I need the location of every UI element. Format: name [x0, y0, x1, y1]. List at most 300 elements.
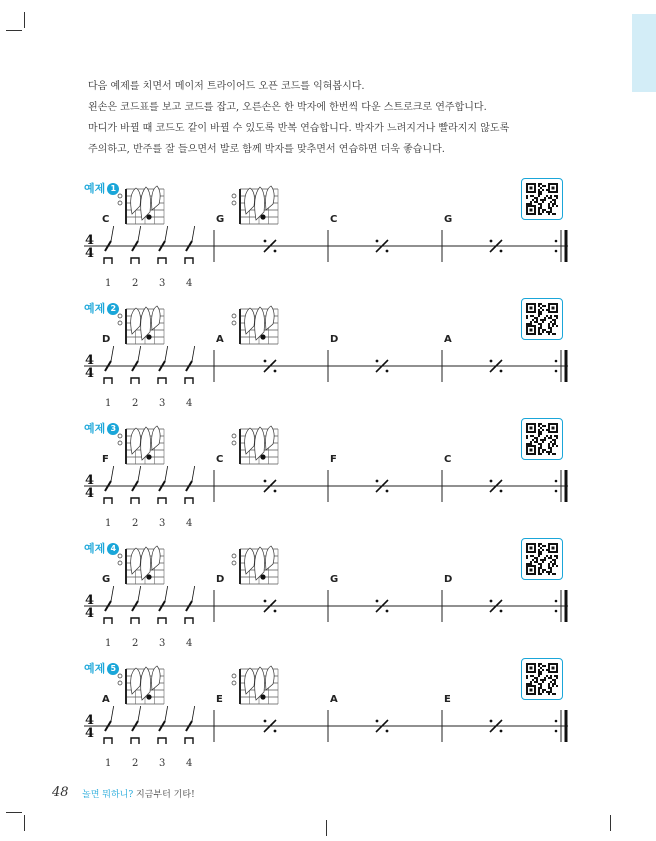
- open-string-marker: [118, 554, 122, 558]
- qr-module: [538, 691, 540, 693]
- qr-module: [542, 571, 544, 573]
- note-stem: [192, 226, 195, 241]
- qr-module: [532, 555, 534, 557]
- qr-module: [548, 571, 550, 573]
- example-block: [84, 300, 574, 410]
- chord-name: E: [444, 694, 451, 705]
- qr-module: [556, 315, 558, 317]
- qr-module: [540, 423, 542, 425]
- qr-module: [536, 557, 538, 559]
- chord-name: C: [330, 214, 338, 225]
- qr-module: [542, 569, 544, 571]
- qr-module: [554, 199, 556, 201]
- downstroke-mark: [104, 258, 112, 264]
- qr-module: [540, 203, 542, 205]
- finger-icon: [266, 666, 275, 690]
- finger-dot: [260, 694, 265, 699]
- qr-module: [538, 207, 540, 209]
- qr-module: [534, 201, 536, 203]
- crop-mark: [326, 820, 327, 836]
- repeat-dot: [555, 370, 558, 373]
- qr-module: [526, 675, 528, 677]
- example-label: 예제: [84, 662, 106, 675]
- qr-module: [542, 545, 544, 547]
- qr-module: [546, 189, 548, 191]
- qr-module: [538, 309, 540, 311]
- beat-number: 4: [186, 638, 193, 649]
- finger-icon: [152, 186, 161, 210]
- note-stem: [138, 586, 141, 601]
- qr-module: [548, 557, 550, 559]
- example-block: [84, 180, 574, 290]
- crop-mark: [6, 30, 22, 31]
- qr-module: [548, 333, 550, 335]
- qr-module: [538, 673, 540, 675]
- finger-icon: [152, 666, 161, 690]
- qr-code-icon: [523, 420, 561, 458]
- downstroke-mark: [104, 618, 112, 624]
- open-string-marker: [118, 194, 122, 198]
- qr-module: [548, 453, 550, 455]
- qr-module: [554, 213, 556, 215]
- qr-module: [550, 689, 552, 691]
- repeat-measure-dot: [490, 720, 493, 723]
- finger-dot: [260, 454, 265, 459]
- qr-module: [540, 693, 542, 695]
- qr-module: [538, 431, 540, 433]
- qr-module: [540, 193, 542, 195]
- qr-module: [530, 681, 532, 683]
- repeat-measure-dot: [376, 240, 379, 243]
- qr-module: [542, 559, 544, 561]
- chord-diagram: [228, 184, 280, 230]
- repeat-measure-dot: [376, 600, 379, 603]
- qr-module: [548, 687, 550, 689]
- qr-module: [552, 693, 554, 695]
- qr-module: [534, 197, 536, 199]
- qr-module: [554, 435, 556, 437]
- downstroke-mark: [131, 378, 139, 384]
- qr-module: [526, 677, 528, 679]
- qr-module: [550, 329, 552, 331]
- qr-module: [538, 687, 540, 689]
- qr-module: [556, 675, 558, 677]
- qr-module: [556, 317, 558, 319]
- qr-module: [540, 443, 542, 445]
- downstroke-mark: [131, 258, 139, 264]
- qr-module: [538, 423, 540, 425]
- qr-module: [546, 435, 548, 437]
- qr-module: [548, 573, 550, 575]
- qr-module: [554, 441, 556, 443]
- qr-module: [556, 565, 558, 567]
- qr-module: [550, 571, 552, 573]
- qr-module: [526, 197, 528, 199]
- chord-name: E: [216, 694, 223, 705]
- qr-module: [534, 317, 536, 319]
- repeat-measure-dot: [264, 600, 267, 603]
- qr-module: [554, 683, 556, 685]
- qr-module: [554, 563, 556, 565]
- rhythm-staff: [84, 586, 574, 636]
- qr-module: [538, 543, 540, 545]
- qr-module: [556, 325, 558, 327]
- qr-module: [540, 667, 542, 669]
- qr-module: [540, 673, 542, 675]
- qr-module: [546, 331, 548, 333]
- note-stem: [192, 466, 195, 481]
- qr-module: [542, 441, 544, 443]
- qr-module: [542, 451, 544, 453]
- qr-module: [546, 195, 548, 197]
- qr-module: [538, 323, 540, 325]
- qr-finder: [552, 187, 555, 190]
- qr-module: [538, 689, 540, 691]
- qr-module: [554, 321, 556, 323]
- qr-module: [542, 211, 544, 213]
- qr-code[interactable]: [521, 418, 563, 460]
- qr-module: [548, 317, 550, 319]
- qr-module: [540, 199, 542, 201]
- qr-module: [550, 437, 552, 439]
- qr-module: [538, 185, 540, 187]
- qr-module: [542, 309, 544, 311]
- repeat-measure-dot: [274, 610, 277, 613]
- qr-module: [540, 685, 542, 687]
- note-stem: [165, 706, 168, 721]
- qr-module: [530, 441, 532, 443]
- qr-module: [526, 435, 528, 437]
- qr-module: [536, 317, 538, 319]
- qr-module: [548, 447, 550, 449]
- qr-module: [550, 331, 552, 333]
- intro-line: 주의하고, 반주를 잘 들으면서 발로 함께 박자를 맞추면서 연습하면 더욱 좋습니다.: [88, 144, 445, 155]
- chord-diagram: [228, 304, 280, 350]
- qr-module: [536, 439, 538, 441]
- qr-module: [540, 447, 542, 449]
- qr-module: [554, 319, 556, 321]
- qr-module: [544, 199, 546, 201]
- example-label: 예제: [84, 422, 106, 435]
- time-signature-top: 4: [85, 593, 95, 608]
- finger-dot: [260, 214, 265, 219]
- time-signature-top: 4: [85, 713, 95, 728]
- qr-module: [540, 663, 542, 665]
- qr-module: [528, 683, 530, 685]
- qr-module: [540, 187, 542, 189]
- example-label: 예제: [84, 182, 106, 195]
- qr-module: [550, 315, 552, 317]
- qr-finder: [530, 449, 533, 452]
- chord-diagram: [228, 664, 280, 710]
- chord-name: G: [216, 214, 225, 225]
- qr-module: [556, 197, 558, 199]
- crop-mark: [24, 12, 25, 28]
- qr-module: [548, 565, 550, 567]
- qr-module: [538, 327, 540, 329]
- qr-module: [540, 205, 542, 207]
- beat-number: 2: [132, 398, 139, 409]
- qr-module: [540, 207, 542, 209]
- repeat-measure-dot: [376, 360, 379, 363]
- qr-module: [542, 429, 544, 431]
- qr-module: [536, 197, 538, 199]
- open-string-marker: [232, 194, 236, 198]
- qr-module: [536, 561, 538, 563]
- beat-number: 4: [186, 398, 193, 409]
- qr-module: [540, 323, 542, 325]
- chord-name: A: [444, 334, 452, 345]
- repeat-measure-dot: [500, 730, 503, 733]
- downstroke-mark: [185, 378, 193, 384]
- qr-module: [542, 691, 544, 693]
- qr-module: [554, 453, 556, 455]
- qr-code[interactable]: [521, 298, 563, 340]
- qr-module: [542, 201, 544, 203]
- open-string-marker: [232, 441, 236, 445]
- qr-module: [544, 305, 546, 307]
- qr-module: [538, 675, 540, 677]
- qr-module: [544, 439, 546, 441]
- beat-number: 3: [159, 638, 166, 649]
- qr-module: [542, 449, 544, 451]
- qr-module: [544, 559, 546, 561]
- qr-module: [528, 323, 530, 325]
- qr-module: [546, 691, 548, 693]
- qr-module: [552, 319, 554, 321]
- example-number-badge: 5: [107, 663, 119, 675]
- qr-module: [538, 209, 540, 211]
- qr-module: [538, 425, 540, 427]
- qr-module: [530, 443, 532, 445]
- downstroke-mark: [131, 618, 139, 624]
- repeat-measure-dot: [264, 360, 267, 363]
- finger-dot: [260, 574, 265, 579]
- chord-name: A: [330, 694, 338, 705]
- qr-module: [552, 439, 554, 441]
- qr-finder: [530, 187, 533, 190]
- qr-finder: [530, 569, 533, 572]
- qr-module: [552, 205, 554, 207]
- beat-number: 2: [132, 518, 139, 529]
- finger-dot: [146, 694, 151, 699]
- qr-module: [556, 435, 558, 437]
- qr-module: [536, 677, 538, 679]
- qr-module: [538, 453, 540, 455]
- chord-diagram: [114, 304, 166, 350]
- finger-icon: [266, 426, 275, 450]
- beat-number: 2: [132, 758, 139, 769]
- beat-number: 3: [159, 518, 166, 529]
- qr-module: [538, 669, 540, 671]
- qr-finder: [552, 547, 555, 550]
- qr-module: [538, 451, 540, 453]
- repeat-dot: [555, 250, 558, 253]
- qr-module: [532, 439, 534, 441]
- qr-code[interactable]: [521, 178, 563, 220]
- repeat-measure-dot: [500, 610, 503, 613]
- chord-diagram: [114, 184, 166, 230]
- qr-module: [540, 683, 542, 685]
- note-stem: [111, 706, 114, 721]
- repeat-measure-dot: [490, 240, 493, 243]
- qr-module: [550, 567, 552, 569]
- qr-module: [538, 311, 540, 313]
- note-stem: [111, 346, 114, 361]
- finger-dot: [146, 214, 151, 219]
- crop-mark: [6, 812, 22, 813]
- example-number-badge: 2: [107, 303, 119, 315]
- qr-module: [552, 325, 554, 327]
- downstroke-mark: [158, 738, 166, 744]
- rhythm-staff: [84, 346, 574, 396]
- qr-module: [546, 555, 548, 557]
- example-block: [84, 540, 574, 650]
- qr-module: [544, 689, 546, 691]
- open-string-marker: [232, 674, 236, 678]
- time-signature-bottom: 4: [85, 366, 95, 381]
- qr-module: [540, 319, 542, 321]
- qr-module: [538, 333, 540, 335]
- repeat-measure-dot: [376, 720, 379, 723]
- qr-module: [530, 201, 532, 203]
- qr-module: [554, 443, 556, 445]
- qr-module: [542, 669, 544, 671]
- finger-dot: [146, 574, 151, 579]
- qr-module: [542, 439, 544, 441]
- note-stem: [138, 706, 141, 721]
- qr-module: [538, 569, 540, 571]
- note-stem: [192, 346, 195, 361]
- example-block: [84, 660, 574, 770]
- repeat-dot: [555, 490, 558, 493]
- downstroke-mark: [104, 738, 112, 744]
- qr-module: [538, 315, 540, 317]
- intro-line: 마디가 바뀔 때 코드도 같이 바뀔 수 있도록 반복 연습합니다. 박자가 느려지거나 빨라지지 않도록: [88, 123, 510, 134]
- qr-module: [554, 675, 556, 677]
- running-footer: [82, 787, 195, 800]
- beat-number: 4: [186, 518, 193, 529]
- crop-mark: [610, 815, 611, 831]
- qr-module: [544, 319, 546, 321]
- qr-module: [540, 213, 542, 215]
- qr-module: [540, 563, 542, 565]
- qr-module: [532, 315, 534, 317]
- qr-module: [532, 195, 534, 197]
- finger-dot: [260, 334, 265, 339]
- qr-module: [556, 555, 558, 557]
- qr-module: [550, 449, 552, 451]
- beat-number: 1: [105, 398, 112, 409]
- qr-module: [530, 555, 532, 557]
- downstroke-mark: [185, 498, 193, 504]
- open-string-marker: [232, 561, 236, 565]
- repeat-measure-dot: [264, 480, 267, 483]
- qr-code[interactable]: [521, 538, 563, 580]
- open-string-marker: [118, 561, 122, 565]
- qr-module: [536, 199, 538, 201]
- qr-code-icon: [523, 660, 561, 698]
- note-stem: [111, 586, 114, 601]
- repeat-measure-dot: [386, 610, 389, 613]
- qr-module: [550, 681, 552, 683]
- crop-mark: [24, 815, 25, 831]
- repeat-measure-dot: [500, 250, 503, 253]
- qr-module: [544, 449, 546, 451]
- qr-code[interactable]: [521, 658, 563, 700]
- qr-module: [526, 557, 528, 559]
- intro-text: [88, 76, 578, 160]
- qr-module: [526, 683, 528, 685]
- chord-name: G: [102, 574, 111, 585]
- note-stem: [192, 586, 195, 601]
- chord-name: F: [330, 454, 337, 465]
- qr-module: [540, 547, 542, 549]
- qr-module: [540, 313, 542, 315]
- qr-module: [550, 677, 552, 679]
- downstroke-mark: [158, 618, 166, 624]
- repeat-measure-dot: [490, 360, 493, 363]
- qr-module: [544, 437, 546, 439]
- downstroke-mark: [185, 618, 193, 624]
- qr-module: [538, 663, 540, 665]
- beat-number: 1: [105, 758, 112, 769]
- open-string-marker: [118, 314, 122, 318]
- note-stem: [111, 226, 114, 241]
- qr-module: [550, 561, 552, 563]
- qr-code-icon: [523, 300, 561, 338]
- qr-module: [540, 439, 542, 441]
- qr-module: [532, 199, 534, 201]
- qr-module: [538, 449, 540, 451]
- qr-module: [546, 451, 548, 453]
- finger-icon: [266, 306, 275, 330]
- qr-module: [548, 677, 550, 679]
- chord-name: C: [216, 454, 224, 465]
- qr-module: [548, 205, 550, 207]
- example-number-badge: 1: [107, 183, 119, 195]
- qr-module: [528, 203, 530, 205]
- qr-module: [554, 439, 556, 441]
- repeat-dot: [555, 600, 558, 603]
- qr-module: [554, 681, 556, 683]
- qr-module: [538, 191, 540, 193]
- qr-finder: [530, 427, 533, 430]
- qr-module: [550, 209, 552, 211]
- qr-module: [532, 679, 534, 681]
- qr-module: [546, 675, 548, 677]
- qr-module: [544, 557, 546, 559]
- example-number-badge: 4: [107, 543, 119, 555]
- qr-module: [540, 325, 542, 327]
- qr-module: [536, 679, 538, 681]
- qr-module: [526, 203, 528, 205]
- time-signature-top: 4: [85, 233, 95, 248]
- qr-module: [534, 437, 536, 439]
- qr-module: [542, 561, 544, 563]
- open-string-marker: [232, 554, 236, 558]
- qr-module: [538, 683, 540, 685]
- chord-diagram: [228, 544, 280, 590]
- qr-module: [550, 569, 552, 571]
- qr-module: [530, 203, 532, 205]
- qr-module: [552, 323, 554, 325]
- qr-module: [546, 571, 548, 573]
- qr-module: [540, 543, 542, 545]
- qr-module: [550, 195, 552, 197]
- chord-diagram: [114, 544, 166, 590]
- qr-module: [552, 685, 554, 687]
